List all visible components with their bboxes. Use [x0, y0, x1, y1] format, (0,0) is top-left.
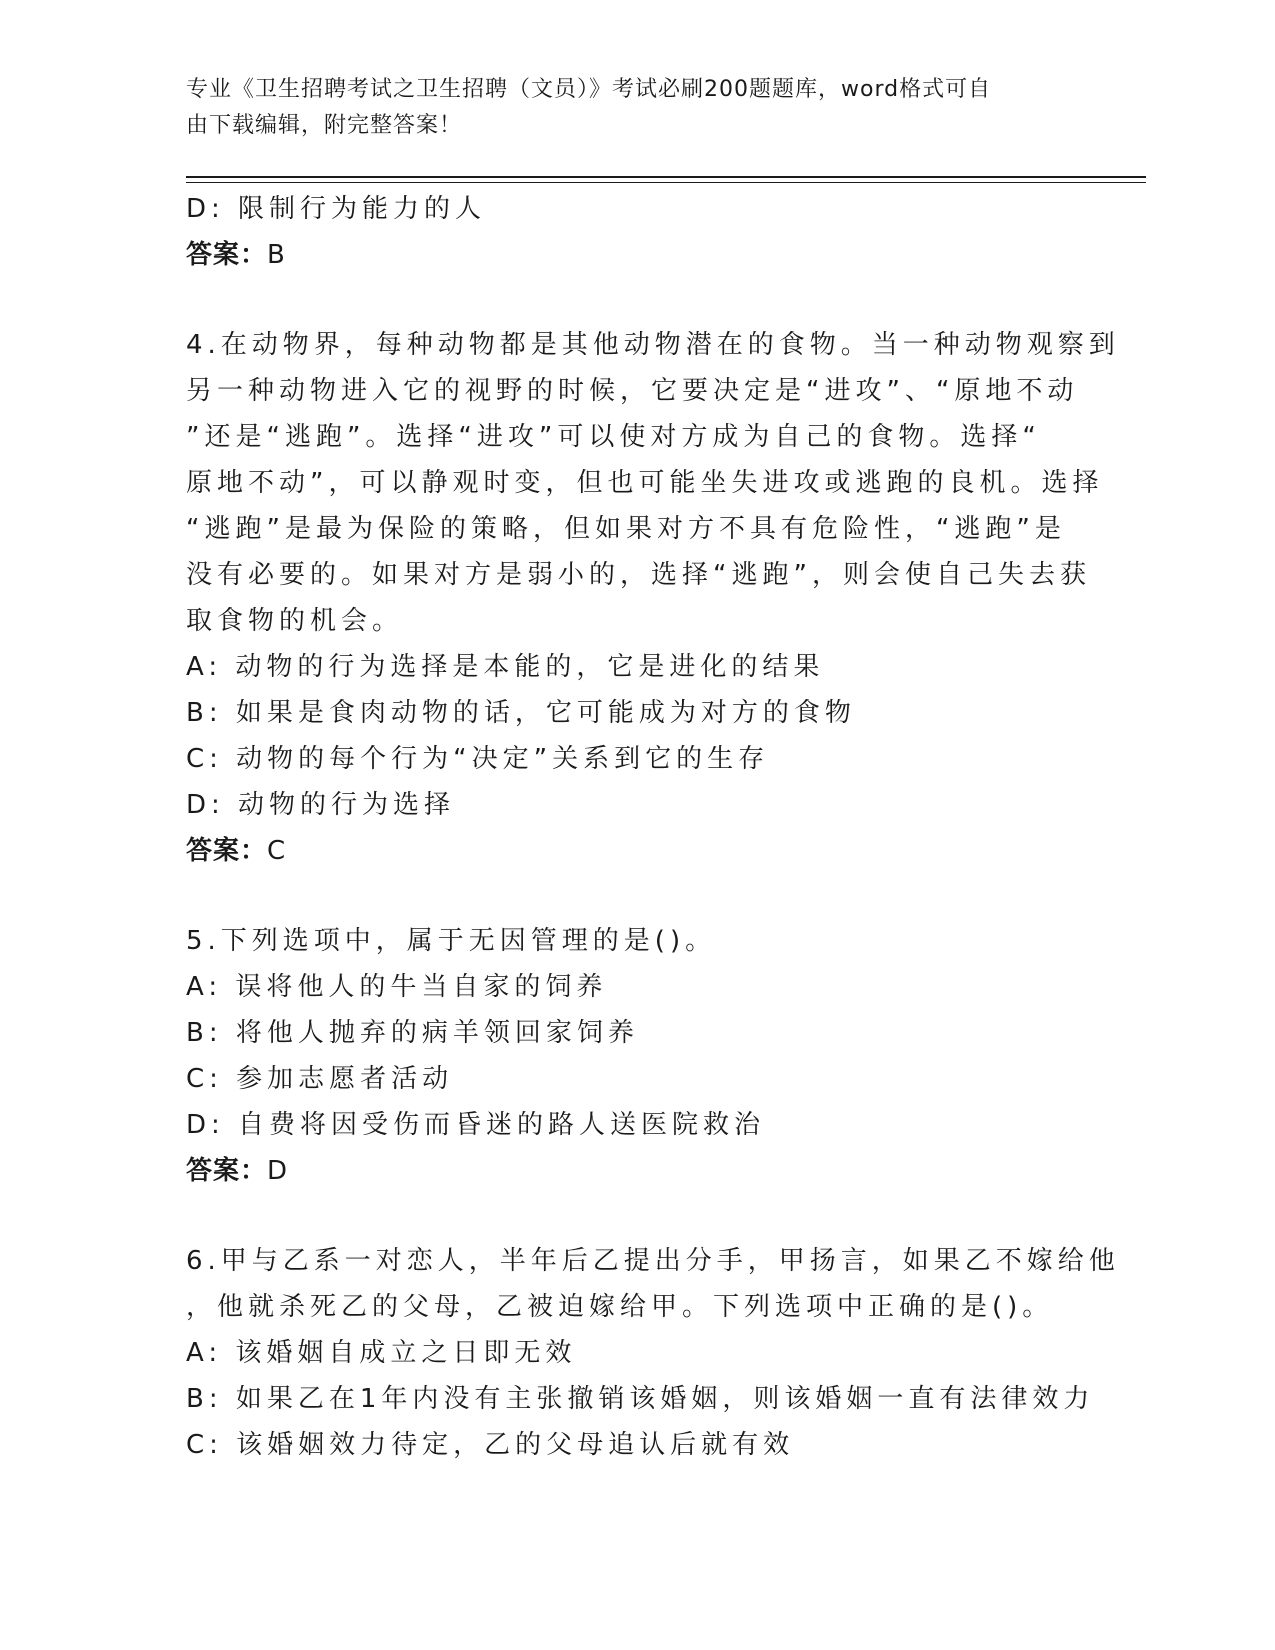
option-c: C: 动物的每个行为“决定”关系到它的生存: [186, 744, 770, 774]
option-b: B: 将他人抛弃的病羊领回家饲养: [186, 1018, 639, 1048]
option-b: B: 如果乙在1年内没有主张撤销该婚姻，则该婚姻一直有法律效力: [186, 1384, 1095, 1414]
question-5: [186, 918, 1066, 1194]
answer-value: D: [267, 1156, 289, 1186]
question-text-line: 没有必要的。如果对方是弱小的，选择“逃跑”，则会使自己失去获: [186, 560, 1091, 590]
option-a: A: 该婚姻自成立之日即无效: [186, 1338, 577, 1368]
option-a: A: 误将他人的牛当自家的饲养: [186, 972, 608, 1002]
question-text-line: 4.在动物界，每种动物都是其他动物潜在的食物。当一种动物观察到: [186, 330, 1120, 360]
answer-label: 答案：: [186, 1156, 268, 1186]
page-header: [186, 72, 1086, 144]
answer-value: B: [267, 240, 286, 270]
option-d: D: 限制行为能力的人: [186, 194, 487, 224]
question-text-line: 取食物的机会。: [186, 606, 404, 636]
header-divider: [186, 176, 1146, 178]
header-line-1: 专业《卫生招聘考试之卫生招聘（文员）》考试必刷200题题库，word格式可自: [186, 77, 992, 102]
option-c: C: 该婚姻效力待定，乙的父母追认后就有效: [186, 1430, 795, 1460]
question-text-line: 原地不动”，可以静观时变，但也可能坐失进攻或逃跑的良机。选择: [186, 468, 1104, 498]
document-body: [186, 186, 1120, 1468]
question-6: [186, 1238, 1120, 1468]
answer-label: 答案：: [186, 240, 268, 270]
answer-line: [186, 828, 1066, 874]
header-line-2: 由下载编辑，附完整答案！: [186, 113, 463, 138]
answer-line: [186, 1148, 1066, 1194]
question-text-line: 6.甲与乙系一对恋人，半年后乙提出分手，甲扬言，如果乙不嫁给他: [186, 1246, 1120, 1276]
header-divider-thin: [186, 182, 1146, 183]
option-c: C: 参加志愿者活动: [186, 1064, 454, 1094]
option-a: A: 动物的行为选择是本能的，它是进化的结果: [186, 652, 825, 682]
question-text-line: “逃跑”是最为保险的策略，但如果对方不具有危险性，“逃跑”是: [186, 514, 1066, 544]
answer-line: [186, 232, 1066, 278]
answer-label: 答案：: [186, 836, 268, 866]
question-4: [186, 322, 1120, 874]
question-text-line: ，他就杀死乙的父母，乙被迫嫁给甲。下列选项中正确的是()。: [186, 1292, 1054, 1322]
question-text-line: 5.下列选项中，属于无因管理的是()。: [186, 926, 717, 956]
option-b: B: 如果是食肉动物的话，它可能成为对方的食物: [186, 698, 856, 728]
answer-value: C: [267, 836, 287, 866]
option-d: D: 自费将因受伤而昏迷的路人送医院救治: [186, 1110, 766, 1140]
previous-question-tail: [186, 186, 1066, 278]
option-d: D: 动物的行为选择: [186, 790, 456, 820]
question-text-line: 另一种动物进入它的视野的时候，它要决定是“进攻”、“原地不动: [186, 376, 1079, 406]
question-text-line: ”还是“逃跑”。选择“进攻”可以使对方成为自己的食物。选择“: [186, 422, 1041, 452]
